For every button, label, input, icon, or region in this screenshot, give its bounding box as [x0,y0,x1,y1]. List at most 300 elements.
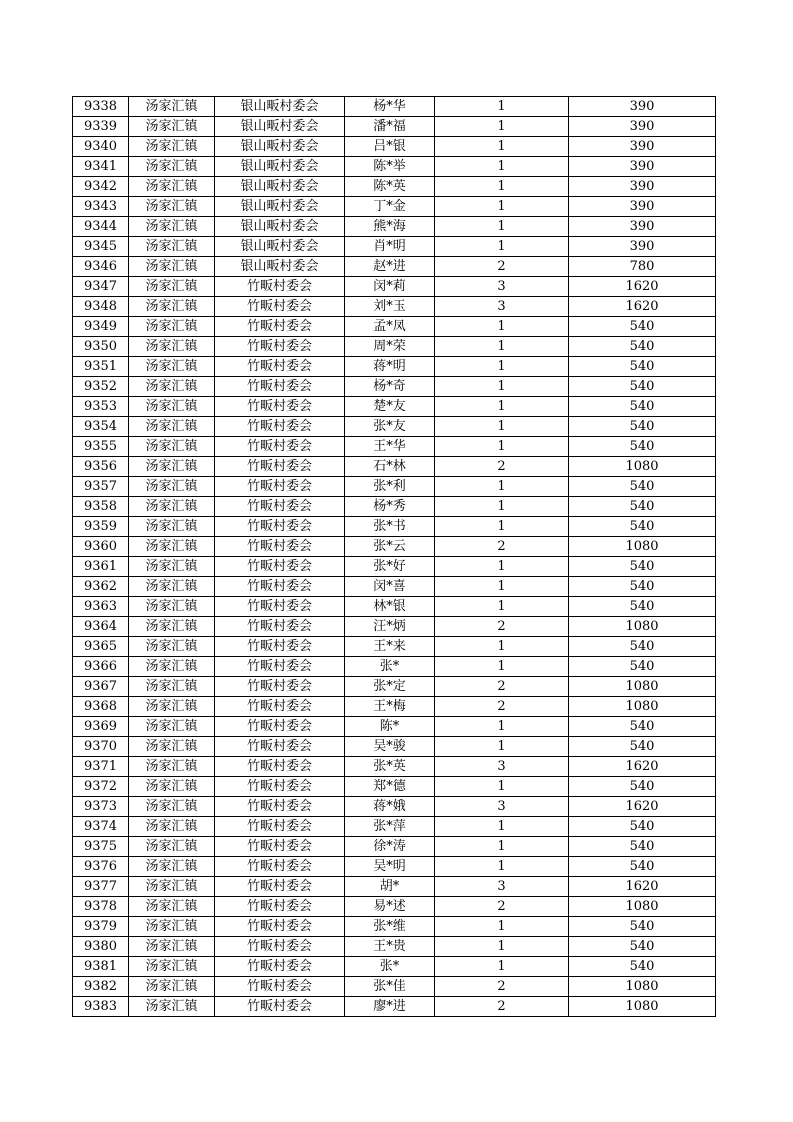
row-number-cell: 9343 [73,197,129,217]
row-number-cell: 9349 [73,317,129,337]
town-cell: 汤家汇镇 [129,617,215,637]
town-cell: 汤家汇镇 [129,697,215,717]
village-committee-cell: 竹畈村委会 [215,617,345,637]
household-count-cell: 3 [435,877,569,897]
amount-cell: 1620 [569,877,716,897]
table-row [73,617,716,637]
table-row [73,997,716,1017]
amount-cell: 540 [569,717,716,737]
roster-body [73,97,716,1017]
person-name-cell: 丁*金 [345,197,435,217]
table-row [73,637,716,657]
amount-cell: 390 [569,177,716,197]
person-name-cell: 楚*友 [345,397,435,417]
amount-cell: 1080 [569,677,716,697]
town-cell: 汤家汇镇 [129,757,215,777]
town-cell: 汤家汇镇 [129,317,215,337]
town-cell: 汤家汇镇 [129,877,215,897]
person-name-cell: 潘*福 [345,117,435,137]
person-name-cell: 赵*进 [345,257,435,277]
village-committee-cell: 竹畈村委会 [215,937,345,957]
town-cell: 汤家汇镇 [129,237,215,257]
amount-cell: 540 [569,317,716,337]
household-count-cell: 2 [435,537,569,557]
row-number-cell: 9372 [73,777,129,797]
table-row [73,717,716,737]
table-row [73,957,716,977]
household-count-cell: 3 [435,797,569,817]
row-number-cell: 9350 [73,337,129,357]
village-committee-cell: 竹畈村委会 [215,417,345,437]
row-number-cell: 9364 [73,617,129,637]
household-count-cell: 1 [435,717,569,737]
amount-cell: 1080 [569,617,716,637]
person-name-cell: 肖*明 [345,237,435,257]
table-row [73,577,716,597]
row-number-cell: 9377 [73,877,129,897]
person-name-cell: 张*定 [345,677,435,697]
town-cell: 汤家汇镇 [129,817,215,837]
table-row [73,977,716,997]
village-committee-cell: 银山畈村委会 [215,197,345,217]
household-count-cell: 1 [435,357,569,377]
household-count-cell: 3 [435,757,569,777]
person-name-cell: 张*英 [345,757,435,777]
household-count-cell: 1 [435,437,569,457]
amount-cell: 1080 [569,977,716,997]
amount-cell: 540 [569,837,716,857]
table-row [73,697,716,717]
town-cell: 汤家汇镇 [129,497,215,517]
village-committee-cell: 竹畈村委会 [215,677,345,697]
table-row [73,457,716,477]
village-committee-cell: 竹畈村委会 [215,477,345,497]
village-committee-cell: 竹畈村委会 [215,517,345,537]
amount-cell: 540 [569,917,716,937]
household-count-cell: 1 [435,557,569,577]
table-row [73,397,716,417]
household-count-cell: 1 [435,417,569,437]
table-row [73,117,716,137]
town-cell: 汤家汇镇 [129,197,215,217]
person-name-cell: 王*来 [345,637,435,657]
person-name-cell: 王*贵 [345,937,435,957]
village-committee-cell: 竹畈村委会 [215,397,345,417]
row-number-cell: 9375 [73,837,129,857]
household-count-cell: 2 [435,677,569,697]
table-row [73,337,716,357]
village-committee-cell: 竹畈村委会 [215,277,345,297]
table-row [73,797,716,817]
town-cell: 汤家汇镇 [129,677,215,697]
town-cell: 汤家汇镇 [129,717,215,737]
row-number-cell: 9382 [73,977,129,997]
row-number-cell: 9353 [73,397,129,417]
row-number-cell: 9367 [73,677,129,697]
person-name-cell: 熊*海 [345,217,435,237]
household-count-cell: 1 [435,657,569,677]
household-count-cell: 1 [435,837,569,857]
amount-cell: 390 [569,97,716,117]
table-row [73,677,716,697]
row-number-cell: 9369 [73,717,129,737]
amount-cell: 390 [569,197,716,217]
household-count-cell: 1 [435,197,569,217]
person-name-cell: 陈*举 [345,157,435,177]
amount-cell: 540 [569,657,716,677]
row-number-cell: 9379 [73,917,129,937]
village-committee-cell: 竹畈村委会 [215,537,345,557]
town-cell: 汤家汇镇 [129,417,215,437]
row-number-cell: 9354 [73,417,129,437]
amount-cell: 540 [569,937,716,957]
row-number-cell: 9341 [73,157,129,177]
person-name-cell: 张*维 [345,917,435,937]
table-row [73,877,716,897]
town-cell: 汤家汇镇 [129,437,215,457]
amount-cell: 540 [569,557,716,577]
person-name-cell: 胡* [345,877,435,897]
amount-cell: 390 [569,157,716,177]
town-cell: 汤家汇镇 [129,517,215,537]
table-row [73,477,716,497]
amount-cell: 540 [569,477,716,497]
amount-cell: 1080 [569,537,716,557]
table-row [73,597,716,617]
household-count-cell: 1 [435,337,569,357]
village-committee-cell: 银山畈村委会 [215,177,345,197]
amount-cell: 1080 [569,997,716,1017]
household-count-cell: 1 [435,957,569,977]
table-row [73,357,716,377]
table-row [73,197,716,217]
table-row [73,897,716,917]
amount-cell: 540 [569,397,716,417]
village-committee-cell: 竹畈村委会 [215,657,345,677]
person-name-cell: 林*银 [345,597,435,617]
village-committee-cell: 竹畈村委会 [215,597,345,617]
household-count-cell: 1 [435,217,569,237]
amount-cell: 540 [569,637,716,657]
amount-cell: 390 [569,217,716,237]
amount-cell: 540 [569,437,716,457]
roster-table [72,96,716,1017]
table-row [73,217,716,237]
village-committee-cell: 竹畈村委会 [215,697,345,717]
town-cell: 汤家汇镇 [129,257,215,277]
person-name-cell: 刘*玉 [345,297,435,317]
town-cell: 汤家汇镇 [129,637,215,657]
town-cell: 汤家汇镇 [129,137,215,157]
person-name-cell: 杨*奇 [345,377,435,397]
table-row [73,657,716,677]
row-number-cell: 9365 [73,637,129,657]
household-count-cell: 1 [435,817,569,837]
household-count-cell: 1 [435,517,569,537]
amount-cell: 540 [569,737,716,757]
row-number-cell: 9340 [73,137,129,157]
table-row [73,777,716,797]
row-number-cell: 9357 [73,477,129,497]
town-cell: 汤家汇镇 [129,537,215,557]
person-name-cell: 蒋*明 [345,357,435,377]
person-name-cell: 张*佳 [345,977,435,997]
amount-cell: 540 [569,817,716,837]
amount-cell: 540 [569,597,716,617]
village-committee-cell: 竹畈村委会 [215,897,345,917]
village-committee-cell: 竹畈村委会 [215,997,345,1017]
town-cell: 汤家汇镇 [129,577,215,597]
town-cell: 汤家汇镇 [129,277,215,297]
row-number-cell: 9368 [73,697,129,717]
village-committee-cell: 银山畈村委会 [215,137,345,157]
row-number-cell: 9363 [73,597,129,617]
person-name-cell: 陈*英 [345,177,435,197]
row-number-cell: 9347 [73,277,129,297]
row-number-cell: 9338 [73,97,129,117]
village-committee-cell: 银山畈村委会 [215,217,345,237]
person-name-cell: 张*好 [345,557,435,577]
row-number-cell: 9373 [73,797,129,817]
row-number-cell: 9344 [73,217,129,237]
person-name-cell: 周*荣 [345,337,435,357]
person-name-cell: 闵*莉 [345,277,435,297]
person-name-cell: 王*华 [345,437,435,457]
town-cell: 汤家汇镇 [129,597,215,617]
row-number-cell: 9362 [73,577,129,597]
village-committee-cell: 竹畈村委会 [215,297,345,317]
table-row [73,317,716,337]
household-count-cell: 1 [435,937,569,957]
village-committee-cell: 竹畈村委会 [215,437,345,457]
row-number-cell: 9348 [73,297,129,317]
row-number-cell: 9378 [73,897,129,917]
table-row [73,737,716,757]
town-cell: 汤家汇镇 [129,477,215,497]
amount-cell: 1080 [569,897,716,917]
amount-cell: 390 [569,117,716,137]
town-cell: 汤家汇镇 [129,897,215,917]
village-committee-cell: 竹畈村委会 [215,797,345,817]
household-count-cell: 1 [435,117,569,137]
village-committee-cell: 竹畈村委会 [215,977,345,997]
person-name-cell: 张*书 [345,517,435,537]
village-committee-cell: 竹畈村委会 [215,837,345,857]
village-committee-cell: 竹畈村委会 [215,457,345,477]
town-cell: 汤家汇镇 [129,457,215,477]
town-cell: 汤家汇镇 [129,917,215,937]
household-count-cell: 2 [435,257,569,277]
household-count-cell: 1 [435,497,569,517]
household-count-cell: 1 [435,317,569,337]
person-name-cell: 王*梅 [345,697,435,717]
table-row [73,377,716,397]
row-number-cell: 9351 [73,357,129,377]
household-count-cell: 1 [435,857,569,877]
household-count-cell: 1 [435,477,569,497]
town-cell: 汤家汇镇 [129,357,215,377]
person-name-cell: 张*友 [345,417,435,437]
amount-cell: 1620 [569,297,716,317]
amount-cell: 1620 [569,757,716,777]
row-number-cell: 9380 [73,937,129,957]
amount-cell: 1080 [569,697,716,717]
table-row [73,237,716,257]
person-name-cell: 徐*涛 [345,837,435,857]
table-row [73,137,716,157]
town-cell: 汤家汇镇 [129,977,215,997]
row-number-cell: 9383 [73,997,129,1017]
amount-cell: 540 [569,857,716,877]
person-name-cell: 吴*骏 [345,737,435,757]
table-row [73,517,716,537]
person-name-cell: 杨*华 [345,97,435,117]
table-row [73,917,716,937]
village-committee-cell: 竹畈村委会 [215,497,345,517]
table-row [73,937,716,957]
table-row [73,297,716,317]
household-count-cell: 1 [435,917,569,937]
table-row [73,497,716,517]
person-name-cell: 郑*德 [345,777,435,797]
person-name-cell: 吴*明 [345,857,435,877]
amount-cell: 540 [569,377,716,397]
row-number-cell: 9371 [73,757,129,777]
village-committee-cell: 竹畈村委会 [215,737,345,757]
amount-cell: 540 [569,497,716,517]
household-count-cell: 1 [435,737,569,757]
town-cell: 汤家汇镇 [129,337,215,357]
household-count-cell: 1 [435,637,569,657]
person-name-cell: 石*林 [345,457,435,477]
village-committee-cell: 竹畈村委会 [215,817,345,837]
household-count-cell: 2 [435,617,569,637]
town-cell: 汤家汇镇 [129,777,215,797]
row-number-cell: 9361 [73,557,129,577]
row-number-cell: 9346 [73,257,129,277]
table-row [73,437,716,457]
household-count-cell: 1 [435,397,569,417]
village-committee-cell: 竹畈村委会 [215,557,345,577]
village-committee-cell: 银山畈村委会 [215,97,345,117]
amount-cell: 780 [569,257,716,277]
town-cell: 汤家汇镇 [129,957,215,977]
village-committee-cell: 竹畈村委会 [215,877,345,897]
table-row [73,277,716,297]
household-count-cell: 2 [435,997,569,1017]
town-cell: 汤家汇镇 [129,797,215,817]
person-name-cell: 杨*秀 [345,497,435,517]
amount-cell: 540 [569,957,716,977]
amount-cell: 1080 [569,457,716,477]
town-cell: 汤家汇镇 [129,397,215,417]
person-name-cell: 易*述 [345,897,435,917]
town-cell: 汤家汇镇 [129,97,215,117]
person-name-cell: 蒋*娥 [345,797,435,817]
household-count-cell: 2 [435,697,569,717]
household-count-cell: 1 [435,137,569,157]
row-number-cell: 9374 [73,817,129,837]
town-cell: 汤家汇镇 [129,997,215,1017]
household-count-cell: 2 [435,457,569,477]
household-count-cell: 2 [435,977,569,997]
table-row [73,417,716,437]
amount-cell: 540 [569,777,716,797]
amount-cell: 540 [569,517,716,537]
row-number-cell: 9360 [73,537,129,557]
amount-cell: 390 [569,137,716,157]
town-cell: 汤家汇镇 [129,937,215,957]
town-cell: 汤家汇镇 [129,117,215,137]
town-cell: 汤家汇镇 [129,177,215,197]
town-cell: 汤家汇镇 [129,377,215,397]
amount-cell: 1620 [569,797,716,817]
village-committee-cell: 竹畈村委会 [215,917,345,937]
table-row [73,557,716,577]
person-name-cell: 廖*进 [345,997,435,1017]
person-name-cell: 闵*喜 [345,577,435,597]
person-name-cell: 张*萍 [345,817,435,837]
village-committee-cell: 竹畈村委会 [215,757,345,777]
person-name-cell: 张* [345,657,435,677]
village-committee-cell: 竹畈村委会 [215,957,345,977]
table-row [73,817,716,837]
village-committee-cell: 银山畈村委会 [215,117,345,137]
household-count-cell: 3 [435,297,569,317]
amount-cell: 540 [569,337,716,357]
row-number-cell: 9345 [73,237,129,257]
town-cell: 汤家汇镇 [129,557,215,577]
town-cell: 汤家汇镇 [129,657,215,677]
village-committee-cell: 竹畈村委会 [215,317,345,337]
household-count-cell: 2 [435,897,569,917]
table-row [73,177,716,197]
row-number-cell: 9356 [73,457,129,477]
village-committee-cell: 竹畈村委会 [215,377,345,397]
row-number-cell: 9370 [73,737,129,757]
household-count-cell: 1 [435,177,569,197]
amount-cell: 1620 [569,277,716,297]
person-name-cell: 张* [345,957,435,977]
town-cell: 汤家汇镇 [129,297,215,317]
town-cell: 汤家汇镇 [129,837,215,857]
person-name-cell: 张*云 [345,537,435,557]
row-number-cell: 9376 [73,857,129,877]
table-row [73,857,716,877]
household-count-cell: 3 [435,277,569,297]
amount-cell: 540 [569,357,716,377]
household-count-cell: 1 [435,157,569,177]
row-number-cell: 9381 [73,957,129,977]
town-cell: 汤家汇镇 [129,217,215,237]
amount-cell: 540 [569,417,716,437]
table-row [73,837,716,857]
household-count-cell: 1 [435,237,569,257]
village-committee-cell: 竹畈村委会 [215,637,345,657]
table-row [73,97,716,117]
table-row [73,537,716,557]
table-row [73,257,716,277]
household-count-cell: 1 [435,97,569,117]
table-row [73,757,716,777]
table-row [73,157,716,177]
person-name-cell: 张*利 [345,477,435,497]
village-committee-cell: 银山畈村委会 [215,257,345,277]
person-name-cell: 吕*银 [345,137,435,157]
row-number-cell: 9342 [73,177,129,197]
village-committee-cell: 竹畈村委会 [215,717,345,737]
household-count-cell: 1 [435,377,569,397]
